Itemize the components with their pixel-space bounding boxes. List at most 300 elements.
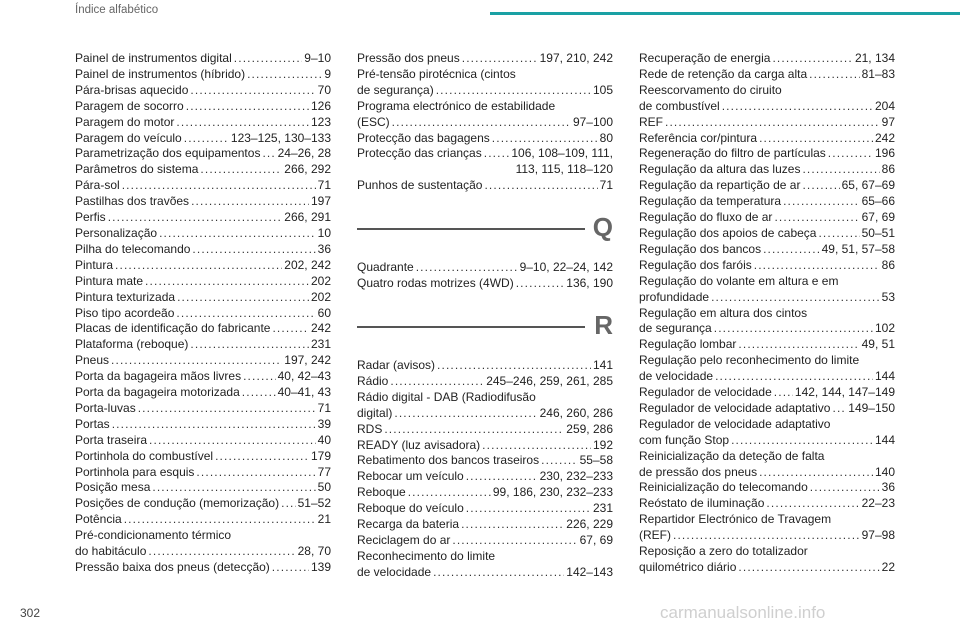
index-entry	[75, 449, 331, 465]
entry-row	[639, 226, 895, 242]
entry-pages: 86	[881, 162, 895, 177]
entry-pages: 99, 186, 230, 232–233	[492, 485, 613, 500]
index-entry	[75, 321, 331, 337]
index-column-3	[639, 51, 895, 576]
entry-term: (ESC)	[357, 114, 390, 129]
entry-row	[357, 453, 613, 469]
entry-term: Pastilhas dos travões	[75, 194, 190, 209]
entry-pages: 197, 210, 242	[539, 51, 613, 65]
dot-leader	[138, 401, 316, 417]
dot-leader	[828, 146, 873, 162]
entry-row	[639, 146, 895, 162]
dot-leader	[461, 517, 564, 533]
entry-row	[639, 321, 895, 337]
entry-term: de segurança	[639, 321, 712, 336]
dot-leader	[466, 501, 591, 517]
entry-pages: 266, 291	[284, 210, 331, 225]
entry-row	[357, 260, 613, 276]
entry-pages: 50	[317, 480, 331, 495]
entry-row	[639, 242, 895, 258]
entry-term: REF	[639, 114, 663, 129]
entry-term: Pintura texturizada	[75, 289, 176, 304]
entry-term: de segurança)	[357, 82, 434, 97]
entry-term: Quadrante	[357, 260, 414, 275]
entry-pages: 67, 69	[861, 210, 895, 225]
entry-term: Quatro rodas motrizes (4WD)	[357, 276, 514, 291]
entry-term: (REF)	[639, 528, 671, 543]
dot-leader	[516, 276, 565, 292]
dot-leader	[149, 433, 316, 449]
entry-pages: 179	[310, 448, 331, 463]
entry-term: Reciclagem do ar	[357, 532, 451, 547]
entry-term: Regulação da repartição de ar	[639, 178, 801, 193]
index-entry	[357, 146, 613, 178]
entry-row	[75, 258, 331, 274]
entry-term-line: Regulação pelo reconhecimento do limite	[639, 353, 860, 368]
dot-leader	[754, 258, 880, 274]
entry-pages: 202	[310, 273, 331, 288]
dot-leader	[484, 178, 597, 194]
dot-leader	[810, 480, 880, 496]
entry-term: Pára-sol	[75, 178, 120, 193]
entry-pages: 51–52	[297, 496, 331, 511]
dot-leader	[492, 131, 598, 147]
index-entry	[75, 480, 331, 496]
index-entry	[75, 353, 331, 369]
index-entry	[75, 242, 331, 258]
entry-pages: 71	[599, 178, 613, 193]
index-entry	[75, 83, 331, 99]
entry-pages: 231	[310, 337, 331, 352]
entry-term: Pilha do telecomando	[75, 241, 191, 256]
entry-pages: 60	[317, 305, 331, 320]
entry-pages: 77	[317, 464, 331, 479]
entry-row	[357, 51, 613, 67]
entry-term: Recarga da bateria	[357, 517, 460, 532]
dot-leader	[416, 260, 518, 276]
entry-term: Parametrização dos equipamentos	[75, 146, 261, 161]
dot-leader	[215, 449, 309, 465]
dot-leader	[191, 194, 309, 210]
dot-leader	[243, 369, 276, 385]
entry-term: Placas de identificação do fabricante	[75, 321, 271, 336]
entry-pages: 136, 190	[566, 276, 613, 291]
entry-pages: 65, 67–69	[841, 178, 895, 193]
entry-term: Parâmetros do sistema	[75, 162, 199, 177]
dot-leader	[766, 496, 859, 512]
entry-pages: 53	[881, 289, 895, 304]
dot-leader	[482, 438, 591, 454]
entry-row	[75, 67, 331, 83]
entry-pages: 245–246, 259, 261, 285	[486, 373, 613, 388]
entry-term: Regulação dos bancos	[639, 241, 762, 256]
entry-pages: 97	[881, 114, 895, 129]
entry-term: Pressão dos pneus	[357, 51, 460, 65]
dot-leader	[665, 115, 880, 131]
entry-row	[639, 162, 895, 178]
index-entry	[639, 496, 895, 512]
entry-pages: 49, 51, 57–58	[821, 241, 895, 256]
index-entry	[357, 438, 613, 454]
index-entry	[75, 433, 331, 449]
index-entry	[357, 276, 613, 292]
entry-term: de pressão dos pneus	[639, 464, 758, 479]
entry-row	[75, 512, 331, 528]
dot-leader	[176, 115, 309, 131]
entry-term: Rede de retenção da carga alta	[639, 66, 808, 81]
entry-pages: 196	[874, 146, 895, 161]
dot-leader	[112, 417, 316, 433]
entry-row	[357, 533, 613, 549]
index-entry	[639, 512, 895, 544]
entry-row	[75, 178, 331, 194]
dot-leader	[108, 210, 283, 226]
entry-pages: 10	[317, 225, 331, 240]
index-entry	[639, 401, 895, 417]
entry-term: Pintura	[75, 257, 114, 272]
entry-term: Porta traseira	[75, 432, 148, 447]
entry-term: Recuperação de energia	[639, 51, 771, 65]
dot-leader	[759, 465, 873, 481]
dot-leader	[818, 226, 859, 242]
entry-pages: 144	[874, 369, 895, 384]
dot-leader	[436, 83, 591, 99]
entry-term: Regulador de velocidade	[639, 385, 772, 400]
dot-leader	[247, 67, 322, 83]
entry-pages: 39	[317, 416, 331, 431]
index-entry	[639, 417, 895, 449]
index-entry	[75, 401, 331, 417]
entry-row	[75, 417, 331, 433]
entry-row	[639, 290, 895, 306]
index-entry	[75, 99, 331, 115]
entry-term: Regulador de velocidade adaptativo	[639, 400, 831, 415]
dot-leader	[200, 162, 282, 178]
entry-term: Protecção das crianças	[357, 146, 482, 161]
entry-row	[357, 374, 613, 390]
entry-row	[639, 51, 895, 67]
entry-term: Pneus	[75, 353, 110, 368]
entry-row	[357, 469, 613, 485]
index-entry	[75, 51, 331, 67]
entry-term: Paragem de socorro	[75, 98, 184, 113]
index-entry	[357, 67, 613, 99]
dot-leader	[731, 433, 873, 449]
watermark: carmanualsonline.info	[660, 603, 826, 622]
dot-leader	[673, 528, 860, 544]
index-entry	[75, 465, 331, 481]
entry-term: Portinhola do combustível	[75, 448, 214, 463]
entry-row	[357, 83, 613, 99]
entry-term: Regulação lombar	[639, 337, 737, 352]
entry-pages: 28, 70	[297, 544, 331, 559]
entry-term: Regulação do fluxo de ar	[639, 210, 773, 225]
entry-pages: 242	[874, 130, 895, 145]
section-rule	[357, 326, 585, 328]
index-entry	[75, 528, 331, 560]
index-entry	[75, 115, 331, 131]
index-entry	[75, 337, 331, 353]
entry-term: Personalização	[75, 225, 158, 240]
entry-row	[75, 115, 331, 131]
dot-leader	[711, 290, 880, 306]
dot-leader	[184, 131, 229, 147]
entry-term: READY (luz avisadora)	[357, 437, 481, 452]
index-entry	[357, 178, 613, 194]
index-entry	[75, 226, 331, 242]
dot-leader	[390, 374, 484, 390]
entry-term: de velocidade	[639, 369, 714, 384]
entry-pages: 142, 144, 147–149	[794, 385, 895, 400]
entry-pages: 9–10, 22–24, 142	[519, 260, 613, 275]
entry-pages: 22–23	[861, 496, 895, 511]
dot-leader	[772, 51, 853, 67]
entry-row	[639, 131, 895, 147]
index-entry	[639, 162, 895, 178]
index-entry	[639, 337, 895, 353]
entry-pages: 71	[317, 178, 331, 193]
entry-pages: 192	[592, 437, 613, 452]
entry-row	[75, 544, 331, 560]
entry-pages: 259, 286	[566, 421, 613, 436]
entry-term: Portas	[75, 416, 110, 431]
index-entry	[639, 226, 895, 242]
entry-term-line: Reescorvamento do ciruito	[639, 82, 782, 97]
entry-pages: 204	[874, 98, 895, 113]
entry-row	[75, 433, 331, 449]
entry-row	[75, 560, 331, 576]
entry-row	[75, 465, 331, 481]
index-entry	[639, 83, 895, 115]
index-entry	[639, 131, 895, 147]
entry-row	[639, 337, 895, 353]
entry-row	[357, 358, 613, 374]
entry-pages: 67, 69	[579, 532, 613, 547]
entry-pages: 65–66	[861, 194, 895, 209]
entry-term-line: Reposição a zero do totalizador	[639, 544, 808, 559]
entry-pages-continued: 113, 115, 118–120	[515, 162, 613, 177]
dot-leader	[802, 162, 879, 178]
dot-leader	[262, 146, 275, 162]
entry-pages: 21, 134	[854, 51, 895, 65]
dot-leader	[783, 194, 860, 210]
entry-row	[75, 449, 331, 465]
entry-term: Posição mesa	[75, 480, 151, 495]
entry-row	[75, 306, 331, 322]
entry-term: Porta da bagageira mãos livres	[75, 369, 242, 384]
entry-row	[75, 194, 331, 210]
dot-leader	[159, 226, 316, 242]
entry-term: Regulação dos apoios de cabeça	[639, 225, 817, 240]
dot-leader	[437, 358, 591, 374]
index-entry	[639, 258, 895, 274]
index-entry	[357, 374, 613, 390]
dot-leader	[176, 306, 315, 322]
index-entry	[357, 358, 613, 374]
entry-pages: 36	[317, 241, 331, 256]
entry-term: Piso tipo acordeão	[75, 305, 175, 320]
entry-pages: 226, 229	[566, 517, 613, 532]
dot-leader	[484, 146, 510, 162]
entry-term-line: Rádio digital - DAB (Radiodifusão	[357, 389, 536, 404]
index-entry	[357, 99, 613, 131]
index-entry	[639, 178, 895, 194]
entry-row	[357, 146, 613, 162]
entry-row	[357, 438, 613, 454]
entry-pages: 231	[592, 501, 613, 516]
entry-row	[639, 528, 895, 544]
entry-term: Rebatimento dos bancos traseiros	[357, 453, 540, 468]
index-entry	[357, 260, 613, 276]
dot-leader	[809, 67, 860, 83]
section-divider	[357, 202, 613, 260]
accent-bar	[490, 12, 960, 15]
index-entry	[75, 290, 331, 306]
page-number: 302	[20, 606, 41, 620]
index-entry	[75, 369, 331, 385]
entry-row	[639, 67, 895, 83]
entry-term: Pressão baixa dos pneus (detecção)	[75, 560, 270, 574]
entry-pages: 40	[317, 432, 331, 447]
index-entry	[357, 422, 613, 438]
index-entry	[639, 449, 895, 481]
index-entry	[639, 210, 895, 226]
entry-term-line: Pré-tensão pirotécnica (cintos	[357, 66, 516, 81]
entry-term-line: Programa electrónico de estabilidade	[357, 98, 556, 113]
index-entry	[639, 306, 895, 338]
index-entry	[357, 51, 613, 67]
entry-term: digital)	[357, 405, 393, 420]
entry-pages: 50–51	[861, 225, 895, 240]
entry-term: Potência	[75, 512, 122, 527]
dot-leader	[462, 51, 538, 67]
entry-row	[357, 276, 613, 292]
entry-pages: 123–125, 130–133	[230, 130, 331, 145]
entry-pages: 142–143	[566, 564, 613, 579]
entry-pages: 230, 232–233	[539, 469, 613, 484]
entry-term: Portinhola para esquis	[75, 464, 195, 479]
dot-leader	[272, 321, 309, 337]
entry-row	[357, 565, 613, 581]
entry-pages: 266, 292	[284, 162, 331, 177]
entry-pages: 242	[310, 321, 331, 336]
entry-pages: 71	[317, 400, 331, 415]
dot-leader	[124, 512, 316, 528]
dot-leader	[759, 131, 873, 147]
entry-row	[75, 162, 331, 178]
entry-row	[639, 401, 895, 417]
entry-pages: 81–83	[861, 66, 895, 81]
entry-row	[639, 210, 895, 226]
entry-term-line: Pré-condicionamento térmico	[75, 528, 232, 543]
dot-leader	[196, 465, 315, 481]
entry-row	[75, 290, 331, 306]
entry-row	[75, 369, 331, 385]
entry-term-line: Regulador de velocidade adaptativo	[639, 416, 831, 431]
entry-row	[75, 131, 331, 147]
entry-term: Paragem do motor	[75, 114, 175, 129]
index-entry	[75, 146, 331, 162]
entry-row	[75, 242, 331, 258]
section-divider	[357, 300, 613, 358]
dot-leader	[148, 544, 295, 560]
entry-pages: 80	[599, 130, 613, 145]
entry-term: profundidade	[639, 289, 710, 304]
dot-leader	[111, 353, 282, 369]
entry-term: Radar (avisos)	[357, 357, 436, 372]
entry-term-line: Regulação em altura dos cintos	[639, 305, 808, 320]
entry-pages: 123	[310, 114, 331, 129]
entry-term: Porta da bagageira motorizada	[75, 385, 240, 400]
index-entry	[357, 549, 613, 581]
index-entry	[75, 496, 331, 512]
entry-pages: 197	[310, 194, 331, 209]
index-entry	[639, 115, 895, 131]
entry-row	[639, 433, 895, 449]
section-letter: R	[594, 309, 613, 340]
entry-term: Reboque	[357, 485, 406, 500]
entry-term: Porta-luvas	[75, 400, 136, 415]
index-entry	[639, 544, 895, 576]
dot-leader	[242, 385, 276, 401]
entry-term: Protecção das bagagens	[357, 130, 490, 145]
dot-leader	[774, 210, 859, 226]
index-entry	[75, 512, 331, 528]
entry-row	[75, 337, 331, 353]
entry-row	[75, 226, 331, 242]
entry-term: Perfis	[75, 210, 106, 225]
entry-term: Rebocar um veículo	[357, 469, 464, 484]
index-entry	[75, 306, 331, 322]
entry-row	[75, 210, 331, 226]
entry-row	[639, 178, 895, 194]
dot-leader	[832, 401, 846, 417]
index-entry	[75, 210, 331, 226]
entry-row	[357, 501, 613, 517]
entry-pages: 149–150	[848, 400, 895, 415]
entry-row	[639, 560, 895, 576]
index-entry	[357, 517, 613, 533]
entry-pages: 139	[310, 560, 331, 574]
entry-pages: 202, 242	[284, 257, 331, 272]
dot-leader	[802, 178, 839, 194]
entry-row	[75, 353, 331, 369]
index-entry	[75, 178, 331, 194]
entry-term: Plataforma (reboque)	[75, 337, 189, 352]
index-entry	[357, 390, 613, 422]
entry-term: Reboque do veículo	[357, 501, 464, 516]
dot-leader	[452, 533, 577, 549]
entry-pages: 86	[881, 257, 895, 272]
entry-pages: 36	[881, 480, 895, 495]
entry-term-line: Reinicialização da deteção de falta	[639, 448, 825, 463]
dot-leader	[234, 51, 303, 67]
entry-term: Regulação da altura das luzes	[639, 162, 801, 177]
index-entry	[639, 274, 895, 306]
dot-leader	[152, 480, 315, 496]
entry-term: Regulação da temperatura	[639, 194, 782, 209]
entry-pages: 202	[310, 289, 331, 304]
entry-pages: 40–41, 43	[277, 385, 331, 400]
dot-leader	[394, 406, 537, 422]
entry-row	[75, 401, 331, 417]
entry-row	[75, 496, 331, 512]
entry-pages: 144	[874, 432, 895, 447]
index-entry	[357, 485, 613, 501]
entry-term: Painel de instrumentos digital	[75, 51, 232, 65]
entry-term: Regulação dos faróis	[639, 257, 752, 272]
index-entry	[357, 453, 613, 469]
